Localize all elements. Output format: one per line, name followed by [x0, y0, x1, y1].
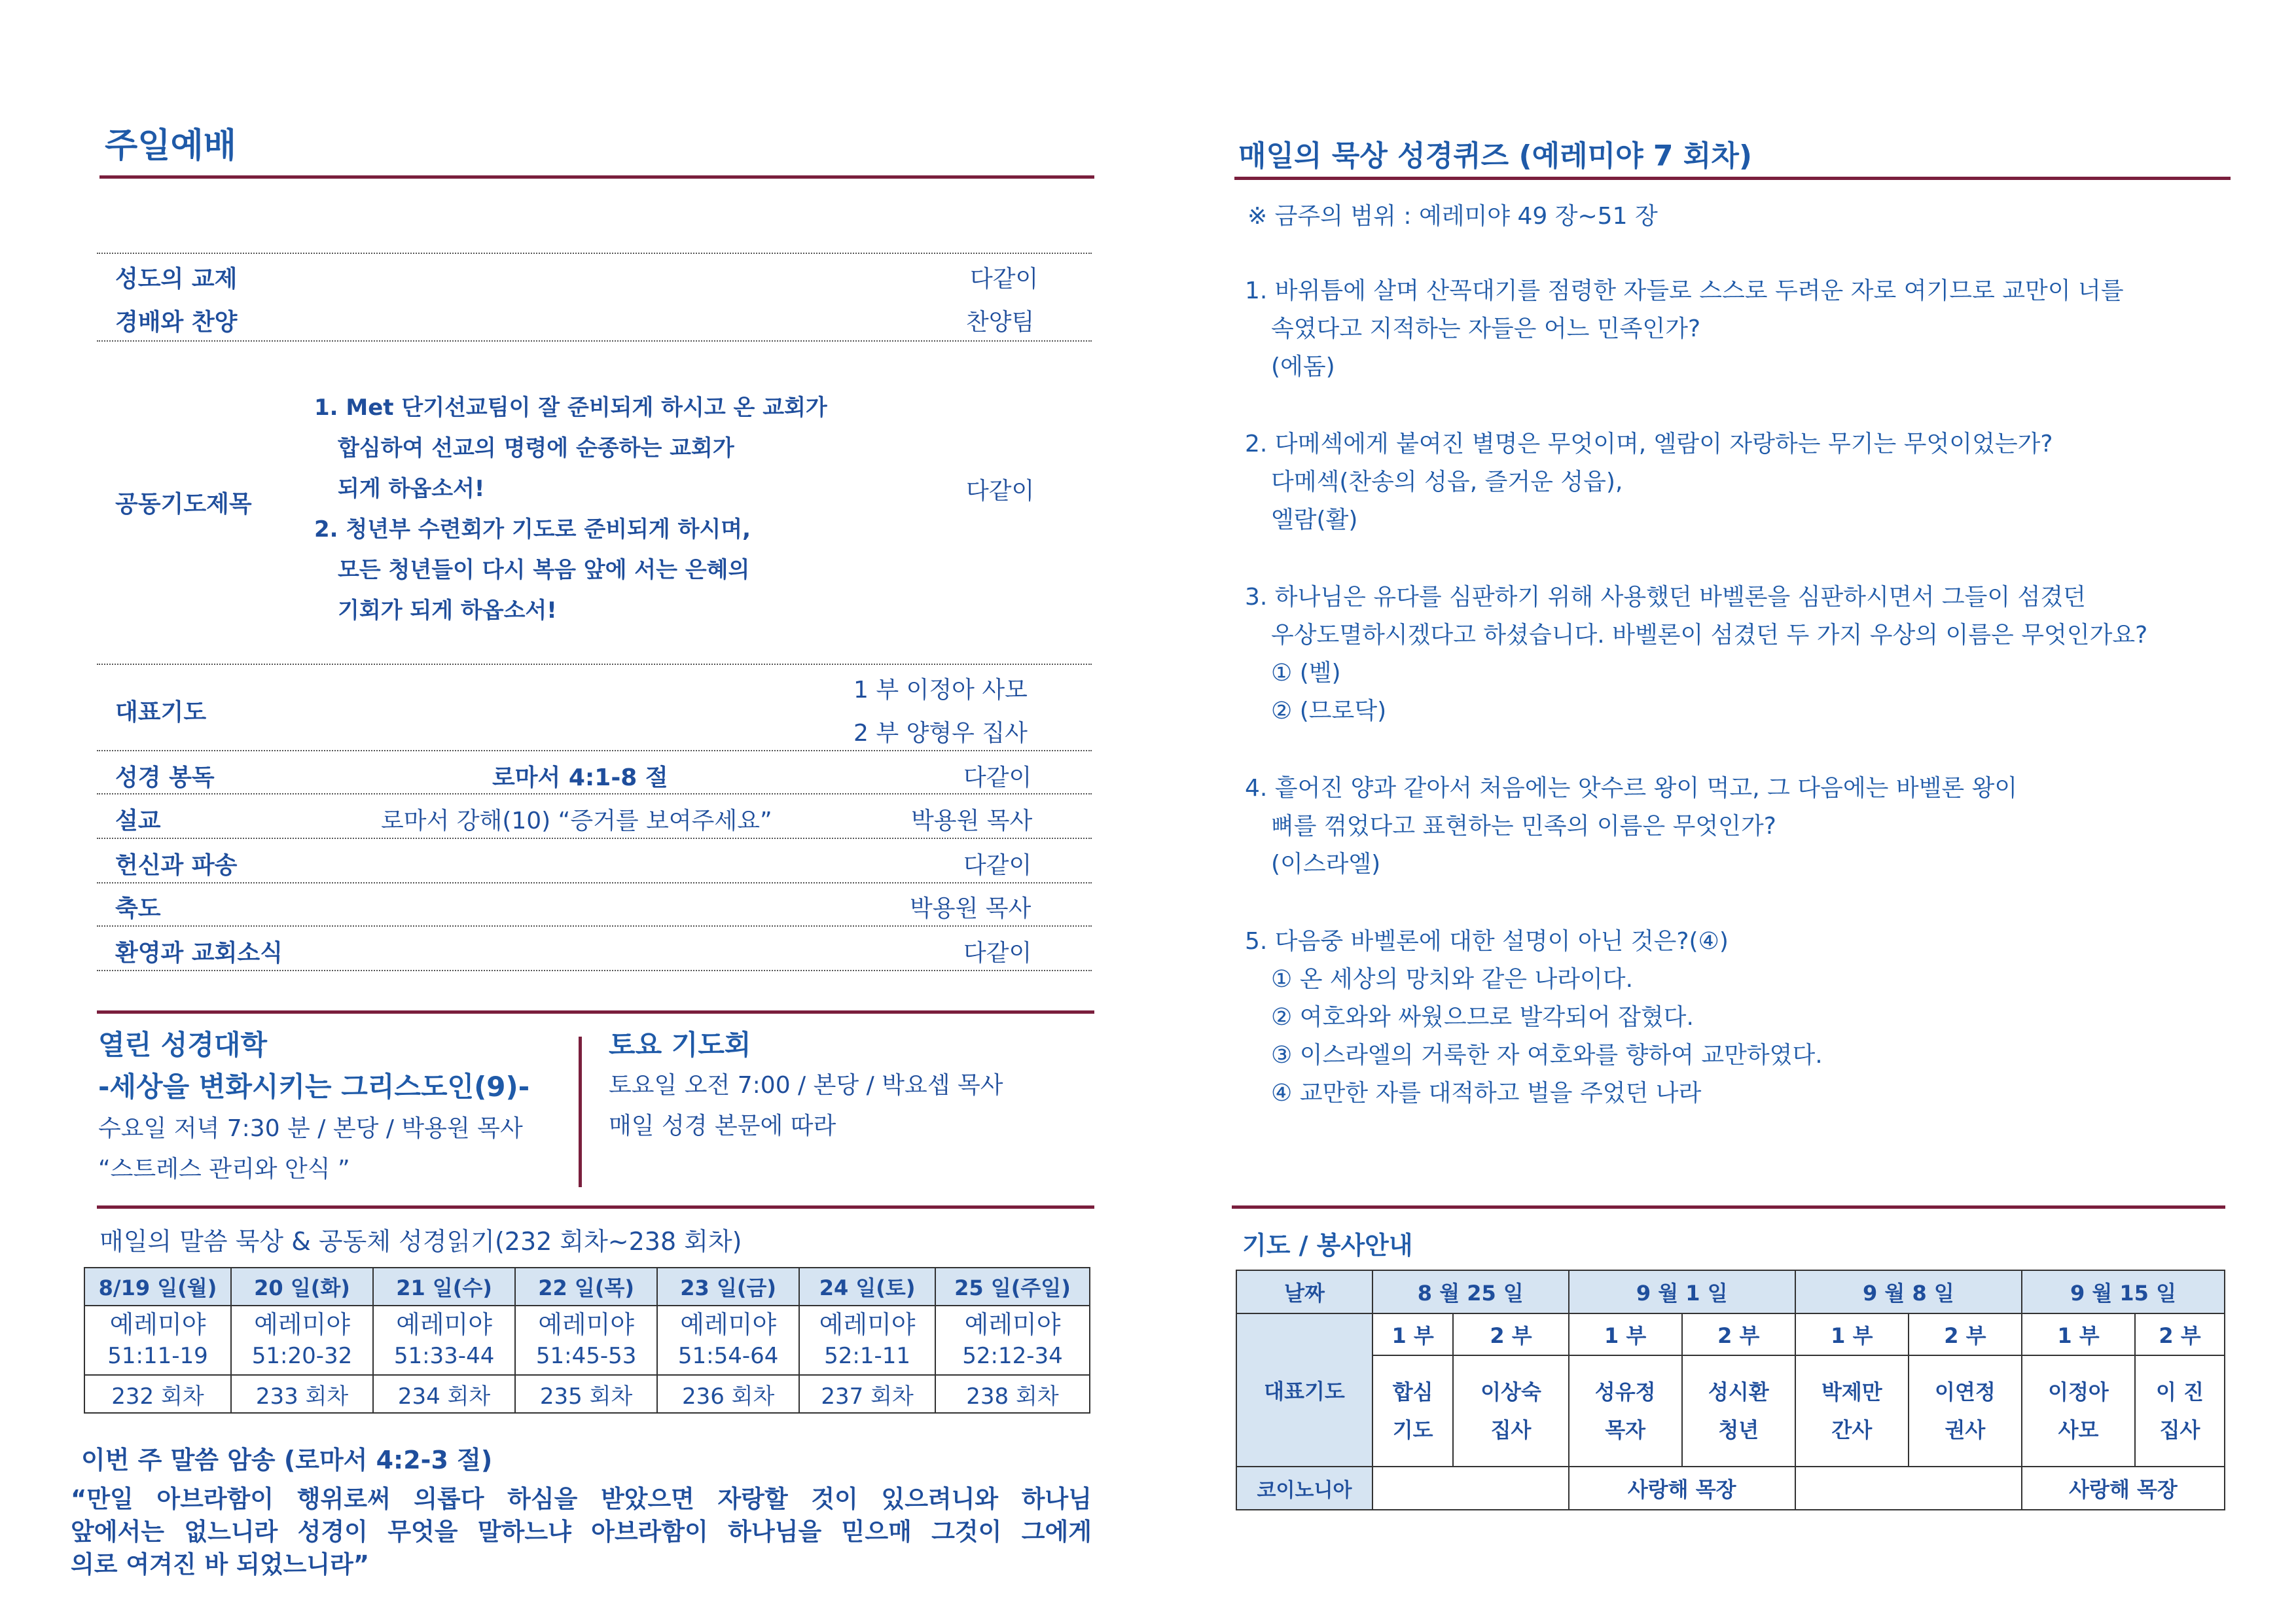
order-right-reading: 다같이 [963, 764, 1032, 791]
prayer-name-cell [2022, 1355, 2135, 1467]
name: 성시환 [1708, 1380, 1769, 1404]
order-label-dedication: 헌신과 파송 [115, 852, 238, 879]
col-date: 날짜 [1236, 1270, 1372, 1313]
order-right-benediction: 박용원 목사 [910, 895, 1031, 922]
prayer-topics [314, 387, 827, 631]
quiz-answer: ② (므로닥) [1271, 698, 1387, 724]
reading-ref: 52:12-34 [962, 1343, 1063, 1369]
prayer-topic-line: 기회가 되게 하옵소서! [338, 597, 557, 624]
quiz-answer: 다메섹(찬송의 성읍, 즐거운 성읍), [1271, 469, 1623, 495]
order-label-rep-prayer: 대표기도 [115, 699, 207, 726]
prayer-topic-line: 2. 청년부 수련회가 기도로 준비되게 하시며, [314, 516, 751, 543]
reading-table [84, 1267, 1090, 1414]
order-label-reading: 성경 봉독 [115, 764, 215, 791]
quiz-option: ① 온 세상의 망치와 같은 나라이다. [1271, 966, 1634, 993]
order-label-worship: 경배와 찬양 [115, 309, 238, 336]
order-right-prayer-topics: 다같이 [966, 478, 1035, 505]
quiz-answer: (에돔) [1271, 353, 1335, 380]
order-label-prayer-topics: 공동기도제목 [115, 491, 252, 518]
memory-verse [71, 1483, 1092, 1581]
part-label: 1 부 [1795, 1313, 1909, 1355]
prayer-table [1236, 1270, 2225, 1510]
part-label: 2 부 [1682, 1313, 1795, 1355]
part-label: 1 부 [1372, 1313, 1453, 1355]
quiz-question-5 [1245, 923, 1823, 1113]
row-rep-prayer: 대표기도 [1236, 1313, 1372, 1467]
name: 성유정 [1594, 1380, 1656, 1404]
reading-book: 예레미야 [396, 1310, 492, 1339]
date-header: 9 월 15 일 [2022, 1270, 2225, 1313]
memory-line: “만일 아브라함이 행위로써 의롭다 하심을 받았으면 자랑할 것이 있으려니와 하나님 [71, 1485, 1092, 1513]
reading-day: 23 일(금) [657, 1268, 799, 1306]
prayer-name-cell [1372, 1355, 1453, 1467]
sermon-title: 로마서 강해(10) “증거를 보여주세요” [381, 808, 772, 834]
quiz-line: 뼈를 꺾었다고 표현하는 민족의 이름은 무엇인가? [1271, 813, 1776, 840]
prayer-title: 기도 / 봉사안내 [1242, 1231, 1413, 1260]
reading-book: 예레미야 [680, 1310, 777, 1339]
reading-ref: 51:45-53 [535, 1343, 637, 1369]
reading-cell [84, 1306, 231, 1375]
order-label-benediction: 축도 [115, 895, 161, 922]
role: 목자 [1605, 1418, 1646, 1442]
reading-count: 238 회차 [935, 1375, 1090, 1413]
quiz-question-4 [1245, 770, 2017, 883]
prayer-topic-line: 모든 청년들이 다시 복음 앞에 서는 은혜의 [338, 557, 750, 583]
reading-cell [799, 1306, 935, 1375]
order-right-sermon: 박용원 목사 [911, 808, 1033, 834]
prayer-name-cell [1569, 1355, 1682, 1467]
reading-ref: 52:1-11 [824, 1343, 911, 1369]
koinonia-cell [1372, 1467, 1569, 1510]
reading-cell [231, 1306, 373, 1375]
quiz-answer: (이스라엘) [1271, 851, 1381, 878]
reading-day: 25 일(주일) [935, 1268, 1090, 1306]
order-right-dedication: 다같이 [963, 852, 1032, 879]
reading-cell [657, 1306, 799, 1375]
reading-cell [515, 1306, 657, 1375]
divider [97, 664, 1092, 665]
quiz-answer: 엘람(활) [1271, 507, 1358, 533]
memory-line: 의로 여겨진 바 되었느니라” [71, 1550, 370, 1578]
reading-day: 24 일(토) [799, 1268, 935, 1306]
vertical-divider [579, 1037, 582, 1187]
divider [97, 882, 1092, 883]
reading-ref: 51:11-19 [107, 1343, 208, 1369]
role: 집사 [1490, 1418, 1532, 1442]
prayer-name-cell [1453, 1355, 1568, 1467]
quiz-range: ※ 금주의 범위 : 예레미야 49 장~51 장 [1247, 203, 1658, 230]
prayer-topic-line: 합심하여 선교의 명령에 순종하는 교회가 [338, 435, 734, 461]
reading-count: 237 회차 [799, 1375, 935, 1413]
quiz-line: 속였다고 지적하는 자들은 어느 민족인가? [1271, 315, 1701, 342]
order-right-worship: 찬양팀 [966, 309, 1035, 336]
divider [97, 970, 1092, 971]
reading-cell [373, 1306, 515, 1375]
row-koinonia: 코이노니아 [1236, 1467, 1372, 1510]
reading-ref: 51:20-32 [251, 1343, 353, 1369]
quiz-line: 5. 다음중 바벨론에 대한 설명이 아닌 것은?(④) [1245, 928, 1729, 955]
rep-prayer-first: 1 부 이정아 사모 [853, 677, 1028, 704]
quiz-option: ② 여호와와 싸웠으므로 발각되어 잡혔다. [1271, 1004, 1694, 1031]
divider [97, 750, 1092, 751]
reading-book: 예레미야 [254, 1310, 350, 1339]
quiz-question-3 [1245, 579, 2147, 730]
name: 이상숙 [1480, 1380, 1541, 1404]
saturday-time: 토요일 오전 7:00 / 본당 / 박요셉 목사 [609, 1072, 1003, 1099]
reading-book: 예레미야 [819, 1310, 916, 1339]
reading-ref: 51:33-44 [393, 1343, 495, 1369]
koinonia-cell [1795, 1467, 2022, 1510]
prayer-name-cell [1682, 1355, 1795, 1467]
reading-day: 8/19 일(월) [84, 1268, 231, 1306]
order-label-fellowship: 성도의 교제 [115, 266, 238, 293]
quiz-question-1 [1245, 272, 2124, 386]
reading-cell [935, 1306, 1090, 1375]
title-underline [1234, 177, 2231, 180]
divider [97, 253, 1092, 254]
section-rule [97, 1205, 1094, 1209]
date-header: 8 월 25 일 [1372, 1270, 1569, 1313]
role: 기도 [1392, 1418, 1433, 1442]
divider [97, 340, 1092, 342]
koinonia-cell: 사랑해 목장 [1569, 1467, 1795, 1510]
name: 이정아 [2048, 1380, 2109, 1404]
prayer-topic-line: 되게 하옵소서! [338, 476, 485, 502]
college-subtitle: -세상을 변화시키는 그리스도인(9)- [98, 1071, 530, 1103]
part-label: 2 부 [2135, 1313, 2225, 1355]
name: 이연정 [1935, 1380, 1996, 1404]
college-title: 열린 성경대학 [98, 1029, 268, 1061]
prayer-name-cell [1795, 1355, 1909, 1467]
section-rule [97, 1010, 1094, 1014]
memory-line: 앞에서는 없느니라 성경이 무엇을 말하느냐 아브라함이 하나님을 믿으매 그것이 그에게 [71, 1518, 1092, 1546]
quiz-title: 매일의 묵상 성경퀴즈 (예레미야 7 회차) [1238, 139, 1752, 173]
reading-day: 22 일(목) [515, 1268, 657, 1306]
reading-count: 233 회차 [231, 1375, 373, 1413]
reading-count: 232 회차 [84, 1375, 231, 1413]
prayer-name-cell [1909, 1355, 2022, 1467]
quiz-option: ④ 교만한 자를 대적하고 벌을 주었던 나라 [1271, 1080, 1702, 1107]
name: 합심 [1392, 1380, 1433, 1404]
part-label: 1 부 [2022, 1313, 2135, 1355]
reading-book: 예레미야 [538, 1310, 635, 1339]
order-label-sermon: 설교 [115, 808, 161, 834]
memory-title: 이번 주 말씀 암송 (로마서 4:2-3 절) [81, 1446, 493, 1474]
divider [97, 838, 1092, 839]
reading-title: 매일의 말씀 묵상 & 공동체 성경읽기(232 회차~238 회차) [99, 1227, 742, 1256]
role: 사모 [2058, 1418, 2099, 1442]
reading-book: 예레미야 [109, 1310, 206, 1339]
college-time: 수요일 저녁 7:30 분 / 본당 / 박용원 목사 [98, 1115, 523, 1142]
prayer-topic-line: 1. Met 단기선교팀이 잘 준비되게 하시고 온 교회가 [314, 395, 827, 421]
quiz-line: 4. 흩어진 양과 같아서 처음에는 앗수르 왕이 먹고, 그 다음에는 바벨론 왕이 [1245, 775, 2018, 802]
section-rule [1232, 1205, 2225, 1209]
saturday-title: 토요 기도회 [609, 1029, 751, 1061]
reading-ref: 51:54-64 [677, 1343, 779, 1369]
page-title: 주일예배 [105, 126, 236, 166]
quiz-line: 1. 바위틈에 살며 산꼭대기를 점령한 자들로 스스로 두려운 자로 여기므로 교만이 너를 [1245, 277, 2124, 304]
koinonia-cell: 사랑해 목장 [2022, 1467, 2225, 1510]
order-right-fellowship: 다같이 [970, 266, 1039, 293]
date-header: 9 월 8 일 [1795, 1270, 2022, 1313]
role: 집사 [2159, 1418, 2200, 1442]
quiz-line: 우상도멸하시겠다고 하셨습니다. 바벨론이 섬겼던 두 가지 우상의 이름은 무엇인가요? [1271, 622, 2148, 649]
reading-book: 예레미야 [964, 1310, 1061, 1339]
reading-count: 234 회차 [373, 1375, 515, 1413]
role: 간사 [1831, 1418, 1873, 1442]
reading-passage: 로마서 4:1-8 절 [492, 764, 668, 791]
saturday-note: 매일 성경 본문에 따라 [609, 1113, 836, 1139]
order-right-welcome: 다같이 [963, 940, 1032, 967]
role: 권사 [1945, 1418, 1986, 1442]
quiz-line: 2. 다메섹에게 붙여진 별명은 무엇이며, 엘람이 자랑하는 무기는 무엇이었는가? [1245, 431, 2053, 457]
reading-day: 21 일(수) [373, 1268, 515, 1306]
rep-prayer-second: 2 부 양형우 집사 [853, 720, 1028, 747]
date-header: 9 월 1 일 [1569, 1270, 1795, 1313]
reading-count: 235 회차 [515, 1375, 657, 1413]
quiz-question-2 [1245, 425, 2053, 539]
quiz-line: 3. 하나님은 유다를 심판하기 위해 사용했던 바벨론을 심판하시면서 그들이 섬겼던 [1245, 584, 2086, 611]
role: 청년 [1718, 1418, 1759, 1442]
prayer-name-cell [2135, 1355, 2225, 1467]
name: 박제만 [1821, 1380, 1882, 1404]
order-label-welcome: 환영과 교회소식 [115, 940, 283, 967]
name: 이 진 [2156, 1380, 2204, 1404]
title-underline [99, 175, 1094, 179]
college-topic: “스트레스 관리와 안식 ” [98, 1156, 350, 1183]
quiz-answer: ① (벨) [1271, 660, 1341, 687]
divider [97, 793, 1092, 794]
divider [97, 925, 1092, 927]
part-label: 1 부 [1569, 1313, 1682, 1355]
reading-day: 20 일(화) [231, 1268, 373, 1306]
part-label: 2 부 [1909, 1313, 2022, 1355]
part-label: 2 부 [1453, 1313, 1568, 1355]
quiz-option: ③ 이스라엘의 거룩한 자 여호와를 향하여 교만하였다. [1271, 1042, 1823, 1069]
reading-count: 236 회차 [657, 1375, 799, 1413]
